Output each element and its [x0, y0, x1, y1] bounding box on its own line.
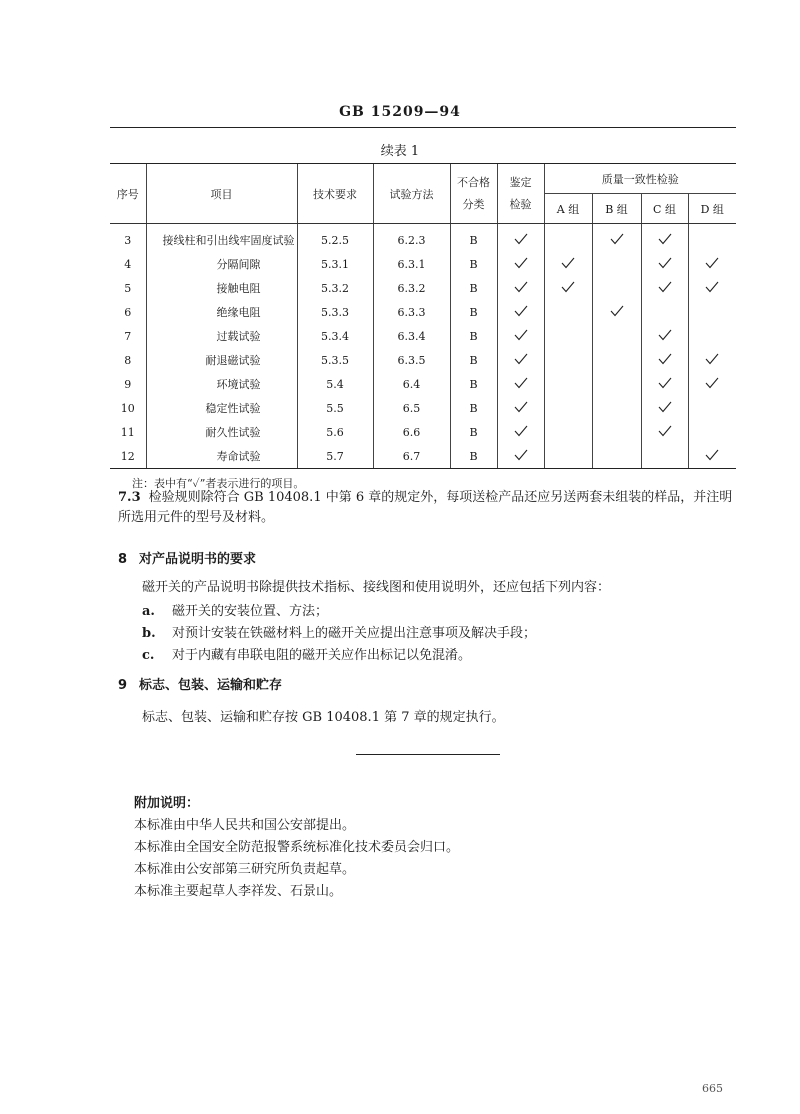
checkmark-icon	[514, 305, 528, 317]
header-nonconformity-line2: 分类	[462, 197, 485, 211]
cell-check-a	[544, 420, 592, 444]
cell-check-d	[688, 224, 736, 253]
header-item: 项目	[146, 164, 297, 224]
cell-seq: 6	[124, 305, 132, 319]
cell-check-d	[688, 300, 736, 324]
cell-item: 接触电阻	[146, 276, 297, 300]
cell-check-ident	[497, 252, 544, 276]
cell-item: 耐退磁试验	[146, 348, 297, 372]
table-note: 注：表中有“✓”者表示进行的项目。	[132, 477, 305, 490]
cell-check-c	[641, 444, 688, 469]
cell-check-ident	[497, 372, 544, 396]
checkmark-icon	[705, 257, 719, 269]
cell-check-b	[592, 372, 641, 396]
table-row	[110, 444, 736, 469]
header-rule	[110, 127, 736, 128]
cell-seq: 11	[120, 425, 135, 439]
section-8-number: 8	[118, 552, 128, 567]
section-9-text: 标志、包装、运输和贮存按 GB 10408.1 第 7 章的规定执行。	[142, 710, 505, 725]
cell-test-method: 6.6	[373, 420, 450, 444]
cell-check-b	[592, 276, 641, 300]
cell-item: 过载试验	[146, 324, 297, 348]
cell-check-d	[688, 348, 736, 372]
list-item-label: a.	[142, 604, 155, 619]
cell-nonconformity-class: B	[450, 276, 497, 300]
cell-check-ident	[497, 224, 544, 253]
list-item	[142, 644, 471, 663]
cell-check-a	[544, 396, 592, 420]
checkmark-icon	[658, 377, 672, 389]
checkmark-icon	[514, 281, 528, 293]
checkmark-icon	[514, 425, 528, 437]
cell-tech-req: 5.5	[297, 396, 373, 420]
cell-check-a	[544, 252, 592, 276]
additional-note-line: 本标准由全国安全防范报警系统标准化技术委员会归口。	[134, 840, 460, 855]
cell-check-a	[544, 348, 592, 372]
header-nonconformity-class	[450, 164, 497, 224]
table-row	[110, 420, 736, 444]
additional-notes-title: 附加说明：	[134, 796, 200, 811]
cell-seq: 10	[120, 401, 135, 415]
cell-check-a	[544, 276, 592, 300]
checkmark-icon	[514, 377, 528, 389]
cell-check-ident	[497, 396, 544, 420]
list-item-label: b.	[142, 626, 156, 641]
cell-nonconformity-class: B	[450, 444, 497, 469]
table-row	[110, 324, 736, 348]
cell-item: 接线柱和引出线牢固度试验	[146, 224, 297, 253]
section-8-intro: 磁开关的产品说明书除提供技术指标、接线图和使用说明外，还应包括下列内容：	[142, 580, 611, 595]
header-group-a: A 组	[544, 194, 592, 224]
cell-check-c	[641, 396, 688, 420]
cell-check-d	[688, 444, 736, 469]
cell-test-method: 6.3.5	[373, 348, 450, 372]
cell-check-c	[641, 276, 688, 300]
cell-check-b	[592, 348, 641, 372]
additional-note-line: 本标准由中华人民共和国公安部提出。	[134, 818, 356, 833]
cell-tech-req: 5.3.5	[297, 348, 373, 372]
section-7-3-text: 检验规则除符合 GB 10408.1 中第 6 章的规定外，每项送检产品还应另送两套未组装的样品，并注明所选用元件的型号及材料。	[118, 490, 733, 525]
cell-check-b	[592, 300, 641, 324]
header-group-c: C 组	[641, 194, 688, 224]
checkmark-icon	[561, 281, 575, 293]
section-8-title: 对产品说明书的要求	[139, 552, 257, 567]
list-item	[142, 622, 536, 641]
checkmark-icon	[658, 425, 672, 437]
cell-tech-req: 5.3.1	[297, 252, 373, 276]
cell-nonconformity-class: B	[450, 348, 497, 372]
checkmark-icon	[658, 233, 672, 245]
header-test-method: 试验方法	[373, 164, 450, 224]
cell-check-ident	[497, 444, 544, 469]
section-9-number: 9	[118, 678, 128, 693]
cell-seq: 5	[124, 281, 132, 295]
cell-seq: 12	[110, 444, 146, 469]
cell-seq: 3	[124, 233, 132, 247]
cell-check-c	[641, 420, 688, 444]
cell-check-ident	[497, 276, 544, 300]
table-row	[110, 300, 736, 324]
cell-check-c	[641, 348, 688, 372]
list-item-text: 对预计安装在铁磁材料上的磁开关应提出注意事项及解决手段；	[172, 626, 537, 641]
cell-check-b	[592, 396, 641, 420]
cell-test-method: 6.5	[373, 396, 450, 420]
header-nonconformity-line1: 不合格	[457, 175, 490, 189]
list-item	[142, 600, 328, 619]
cell-tech-req: 5.4	[297, 372, 373, 396]
list-item-label: c.	[142, 648, 155, 663]
checkmark-icon	[514, 449, 528, 461]
cell-check-d	[688, 324, 736, 348]
checkmark-icon	[610, 233, 624, 245]
cell-seq: 8	[124, 353, 132, 367]
checkmark-icon	[514, 329, 528, 341]
section-9-title: 标志、包装、运输和贮存	[139, 678, 283, 693]
cell-nonconformity-class: B	[450, 372, 497, 396]
cell-check-ident	[497, 324, 544, 348]
checkmark-icon	[705, 281, 719, 293]
cell-nonconformity-class: B	[450, 396, 497, 420]
inspection-table	[110, 163, 736, 469]
cell-tech-req: 5.7	[297, 444, 373, 469]
cell-check-b	[592, 420, 641, 444]
header-identification-line1: 鉴定	[509, 175, 532, 189]
header-identification	[497, 164, 544, 224]
list-item-text: 磁开关的安装位置、方法；	[172, 604, 329, 619]
page-number: 665	[702, 1082, 723, 1095]
cell-check-a	[544, 324, 592, 348]
checkmark-icon	[514, 257, 528, 269]
cell-check-c	[641, 372, 688, 396]
checkmark-icon	[514, 401, 528, 413]
cell-seq: 9	[124, 377, 132, 391]
checkmark-icon	[658, 353, 672, 365]
cell-check-a	[544, 300, 592, 324]
cell-item: 绝缘电阻	[146, 300, 297, 324]
checkmark-icon	[705, 449, 719, 461]
cell-check-ident	[497, 420, 544, 444]
cell-check-d	[688, 396, 736, 420]
header-identification-line2: 检验	[509, 197, 532, 211]
table-caption: 续表 1	[380, 144, 420, 159]
checkmark-icon	[658, 257, 672, 269]
cell-test-method: 6.3.3	[373, 300, 450, 324]
checkmark-icon	[705, 377, 719, 389]
cell-item: 耐久性试验	[146, 420, 297, 444]
cell-test-method: 6.2.3	[373, 224, 450, 253]
cell-check-d	[688, 372, 736, 396]
cell-test-method: 6.3.2	[373, 276, 450, 300]
section-divider	[356, 754, 500, 755]
cell-check-c	[641, 224, 688, 253]
list-item-text: 对于内藏有串联电阻的磁开关应作出标记以免混淆。	[172, 648, 472, 663]
cell-item: 寿命试验	[146, 444, 297, 469]
cell-item: 环境试验	[146, 372, 297, 396]
cell-test-method: 6.3.4	[373, 324, 450, 348]
cell-tech-req: 5.2.5	[297, 224, 373, 253]
cell-check-c	[641, 252, 688, 276]
cell-check-ident	[497, 348, 544, 372]
cell-nonconformity-class: B	[450, 252, 497, 276]
cell-check-a	[544, 224, 592, 253]
checkmark-icon	[514, 233, 528, 245]
additional-note-line: 本标准由公安部第三研究所负责起草。	[134, 862, 356, 877]
cell-check-b	[592, 224, 641, 253]
cell-nonconformity-class: B	[450, 300, 497, 324]
cell-check-c	[641, 324, 688, 348]
checkmark-icon	[514, 353, 528, 365]
section-7-3	[118, 488, 738, 528]
checkmark-icon	[658, 329, 672, 341]
cell-item: 分隔间隙	[146, 252, 297, 276]
cell-nonconformity-class: B	[450, 224, 497, 253]
cell-test-method: 6.3.1	[373, 252, 450, 276]
header-tech-req: 技术要求	[297, 164, 373, 224]
checkmark-icon	[658, 401, 672, 413]
table-row	[110, 348, 736, 372]
additional-note-line: 本标准主要起草人李祥发、石景山。	[134, 884, 343, 899]
cell-check-c	[641, 300, 688, 324]
cell-check-b	[592, 444, 641, 469]
table-row	[110, 372, 736, 396]
table-row	[110, 276, 736, 300]
cell-check-ident	[497, 300, 544, 324]
table-row	[110, 224, 736, 253]
cell-nonconformity-class: B	[450, 324, 497, 348]
cell-check-d	[688, 276, 736, 300]
cell-nonconformity-class: B	[450, 420, 497, 444]
header-seq: 序号	[110, 164, 146, 224]
header-group-b: B 组	[592, 194, 641, 224]
cell-check-b	[592, 324, 641, 348]
table-row	[110, 396, 736, 420]
cell-tech-req: 5.3.4	[297, 324, 373, 348]
checkmark-icon	[561, 257, 575, 269]
cell-tech-req: 5.3.2	[297, 276, 373, 300]
table-body	[110, 224, 736, 469]
cell-seq: 7	[124, 329, 132, 343]
header-quality-conformance: 质量一致性检验	[544, 164, 736, 194]
cell-tech-req: 5.3.3	[297, 300, 373, 324]
cell-item: 稳定性试验	[146, 396, 297, 420]
table-row	[110, 252, 736, 276]
cell-tech-req: 5.6	[297, 420, 373, 444]
checkmark-icon	[610, 305, 624, 317]
cell-check-a	[544, 444, 592, 469]
section-7-3-number: 7.3	[118, 490, 141, 505]
cell-check-d	[688, 252, 736, 276]
checkmark-icon	[705, 353, 719, 365]
section-9-heading	[118, 674, 282, 693]
cell-check-d	[688, 420, 736, 444]
cell-seq: 4	[124, 257, 132, 271]
cell-check-b	[592, 252, 641, 276]
header-group-d: D 组	[688, 194, 736, 224]
section-8-heading	[118, 548, 256, 567]
cell-test-method: 6.7	[373, 444, 450, 469]
cell-test-method: 6.4	[373, 372, 450, 396]
checkmark-icon	[658, 281, 672, 293]
cell-check-a	[544, 372, 592, 396]
standard-code-header: GB 15209—94	[339, 104, 461, 120]
